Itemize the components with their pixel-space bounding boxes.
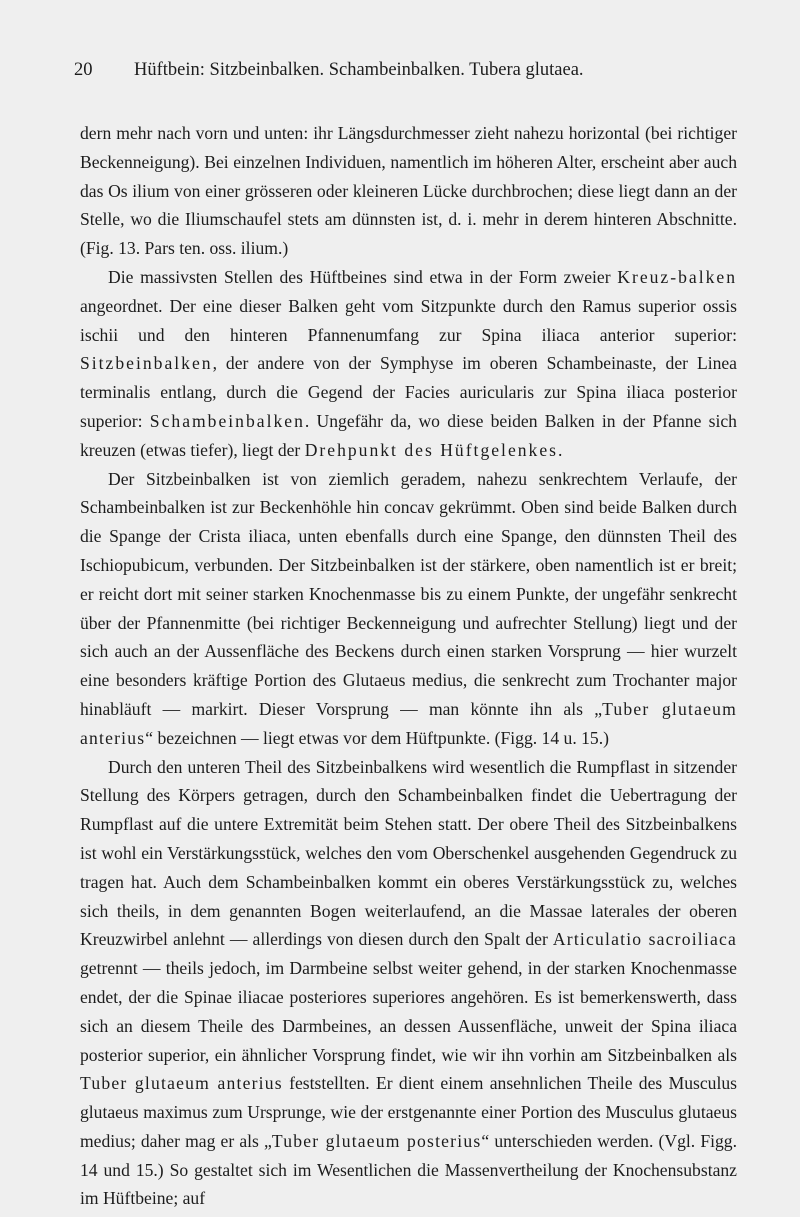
body-text bbox=[80, 119, 737, 1213]
paragraph-1 bbox=[80, 119, 737, 263]
text-segment: “ bezeichnen — liegt etwas vor dem Hüftpunkte. (Figg. 14 u. 15.) bbox=[145, 727, 609, 748]
page-number: 20 bbox=[74, 60, 93, 80]
paragraph-4 bbox=[80, 753, 737, 1214]
emphasis-kreuzbalken: Kreuz-balken bbox=[617, 266, 737, 287]
text-segment: Die massivsten Stellen des Hüftbeines sind etwa in der Form zweier bbox=[108, 266, 618, 287]
text-segment: dern mehr nach vorn und unten: ihr Längsdurchmesser zieht nahezu horizontal (bei richtiger Beckenneigung). Bei einzelnen Individuen, namentlich im höheren Alter, erscheint aber auch das Os ilium von einer grösseren oder kleineren Lücke durchbrochen; diese liegt dann an der Stelle, wo die Iliumschaufel stets am dünnsten ist, d. i. mehr in derem hinteren Abschnitte. (Fig. 13. Pars ten. oss. ilium.) bbox=[80, 123, 737, 259]
text-segment: . Ungefähr da, wo diese beiden Balken in der Pfanne sich kreuzen (etwas tiefer), liegt der bbox=[80, 410, 737, 460]
text-segment: “ unterschieden werden. (Vgl. Figg. 14 und 15.) So gestaltet sich im Wesentlichen die Massenvertheilung der Knochensubstanz im Hüftbeine; auf bbox=[80, 1130, 737, 1209]
emphasis-articulatio-sacroiliaca: Articulatio sacroiliaca bbox=[552, 929, 737, 950]
emphasis-tuber-glutaeum-posterius: Tuber glutaeum posterius bbox=[271, 1130, 482, 1151]
emphasis-tuber-glutaeum-anterius-2: Tuber glutaeum anterius bbox=[80, 1073, 283, 1094]
running-header bbox=[74, 58, 734, 82]
running-title: Hüftbein: Sitzbeinbalken. Schambeinbalken. Tubera glutaea. bbox=[134, 60, 584, 80]
emphasis-drehpunkt: Drehpunkt des Hüftgelenkes bbox=[304, 439, 559, 460]
text-segment: Durch den unteren Theil des Sitzbeinbalkens wird wesentlich die Rumpflast in sitzender Stellung des Körpers getragen, durch den Schambeinbalken findet die Uebertragung der Rumpflast auf die untere Extremität beim Stehen statt. Der obere Theil des Sitzbeinbalkens ist wohl ein Verstärkungsstück, welches den vom Oberschenkel ausgehenden Gegendruck zu tragen hat. Auch dem Schambeinbalken kommt ein oberes Verstärkungsstück zu, welches sich theils, in dem genannten Bogen weiterlaufend, an die Massae laterales der oberen Kreuzwirbel anlehnt — allerdings von diesen durch den Spalt der bbox=[80, 756, 737, 950]
text-segment: angeordnet. Der eine dieser Balken geht vom Sitzpunkte durch den Ramus superior ossis ischii und den hinteren Pfannenumfang zur Spina iliaca anterior superior: bbox=[80, 295, 737, 345]
text-segment: getrennt — theils jedoch, im Darmbeine selbst weiter gehend, in der starken Knochenmasse endet, der die Spinae iliacae posteriores superiores angehören. Es ist bemerkenswerth, dass sich an diesem Theile des Darmbeines, an dessen Aussenfläche, unweit der Spina iliaca posterior superior, ein ähnlicher Vorsprung findet, wie wir ihn vorhin am Sitzbeinbalken als bbox=[80, 958, 737, 1065]
text-segment: . bbox=[558, 439, 563, 460]
paragraph-2 bbox=[80, 263, 737, 465]
emphasis-sitzbeinbalken: Sitzbeinbalken bbox=[80, 353, 213, 374]
text-segment: feststellten. Er dient einem ansehnlichen Theile des Musculus glutaeus maximus zum Ursprunge, wie der erstgenannte einer Portion des Musculus glutaeus medius; daher mag er als „ bbox=[80, 1073, 737, 1151]
text-segment: Der Sitzbeinbalken ist von ziemlich geradem, nahezu senkrechtem Verlaufe, der Schambeinbalken ist zur Beckenhöhle hin concav gekrümmt. Oben sind beide Balken durch die Spange der Crista iliaca, unten ebenfalls durch eine Spange, den dünnsten Theil des Ischiopubicum, verbunden. Der Sitzbeinbalken ist der stärkere, oben namentlich ist er breit; er reicht dort mit seiner starken Knochenmasse bis zu einem Punkte, der ungefähr senkrecht über der Pfannenmitte (bei richtiger Beckenneigung und aufrechter Stellung) liegt und der sich auch an der Aussenfläche des Beckens durch einen starken Vorsprung — hier wurzelt eine besonders kräftige Portion des Glutaeus medius, die senkrecht zum Trochanter major hinabläuft — markirt. Dieser Vorsprung — man könnte ihn als „ bbox=[80, 468, 737, 719]
paragraph-3 bbox=[80, 465, 737, 753]
emphasis-schambeinbalken: Schambeinbalken bbox=[149, 410, 305, 431]
text-segment: , der andere von der Symphyse im oberen Schambeinaste, der Linea terminalis entlang, durch die Gegend der Facies auricularis zur Spina iliaca posterior superior: bbox=[80, 353, 737, 431]
emphasis-tuber-glutaeum-anterius: Tuber glutaeum anterius bbox=[80, 698, 737, 748]
